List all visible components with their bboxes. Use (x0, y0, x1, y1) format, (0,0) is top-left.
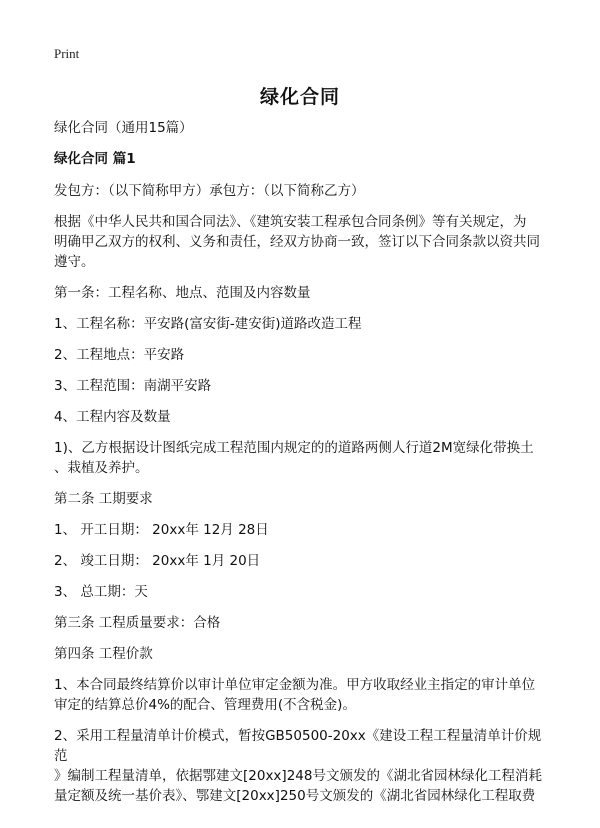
paragraph-line: 第一条：工程名称、地点、范围及内容数量 (54, 285, 311, 301)
paragraph-line: 3、 总工期：天 (54, 584, 148, 600)
section-heading (54, 149, 554, 169)
document-body (54, 118, 554, 817)
paragraph-line: 》编制工程量清单，依据鄂建文[20xx]248号文颁发的《湖北省园林绿化工程消耗 (54, 768, 542, 784)
paragraph-line: 1、本合同最终结算价以审计单位审定金额为准。甲方收取经业主指定的审计单位 (54, 677, 536, 693)
paragraph (54, 551, 554, 571)
paragraph (54, 181, 554, 201)
paragraph-line: 根据《中华人民共和国合同法》、《建筑安装工程承包合同条例》等有关规定，为 (54, 214, 527, 230)
paragraph (54, 345, 554, 365)
paragraph (54, 376, 554, 396)
paragraph-line: 绿化合同（通用15篇） (54, 120, 193, 136)
paragraph (54, 212, 554, 272)
paragraph-line: 第四条 工程价款 (54, 646, 153, 662)
print-link[interactable]: Print (54, 46, 80, 61)
paragraph-line: 、栽植及养护。 (54, 460, 149, 476)
paragraph-line: 遵守。 (54, 254, 95, 270)
paragraph-line: 1)、乙方根据设计图纸完成工程范围内规定的的道路两侧人行道2M宽绿化带换土 (54, 440, 534, 456)
paragraph-line: 明确甲乙双方的权利、义务和责任，经双方协商一致，签订以下合同条款以资共同 (54, 234, 540, 250)
paragraph (54, 489, 554, 509)
paragraph (54, 613, 554, 633)
paragraph-line: 4、工程内容及数量 (54, 409, 171, 425)
document-title: 绿化合同 (259, 86, 340, 108)
paragraph-line: 绿化合同 篇1 (54, 151, 136, 167)
paragraph-line: 发包方：（以下简称甲方）承包方：（以下简称乙方） (54, 183, 365, 199)
paragraph (54, 283, 554, 303)
paragraph-line: 2、采用工程量清单计价模式，暂按GB50500-20xx《建设工程工程量清单计价规范 (54, 728, 542, 764)
paragraph (54, 582, 554, 602)
paragraph (54, 118, 554, 138)
paragraph (54, 314, 554, 334)
paragraph-line: 审定的结算总价4%的配合、管理费用(不含税金)。 (54, 697, 356, 713)
paragraph (54, 438, 554, 478)
paragraph (54, 407, 554, 427)
paragraph-line: 1、 开工日期： 20xx年 12月 28日 (54, 522, 269, 538)
paragraph (54, 675, 554, 715)
paragraph-line: 第三条 工程质量要求：合格 (54, 615, 221, 631)
paragraph-line: 3、工程范围：南湖平安路 (54, 378, 212, 394)
paragraph (54, 726, 554, 806)
paragraph-line: 第二条 工期要求 (54, 491, 153, 507)
paragraph (54, 520, 554, 540)
paragraph-line: 2、 竣工日期： 20xx年 1月 20日 (54, 553, 261, 569)
paragraph-line: 1、工程名称：平安路(富安街-建安街)道路改造工程 (54, 316, 362, 332)
paragraph (54, 644, 554, 664)
paragraph-line: 2、工程地点：平安路 (54, 347, 185, 363)
paragraph-line: 量定额及统一基价表》、鄂建文[20xx]250号文颁发的《湖北省园林绿化工程取费 (54, 788, 536, 804)
